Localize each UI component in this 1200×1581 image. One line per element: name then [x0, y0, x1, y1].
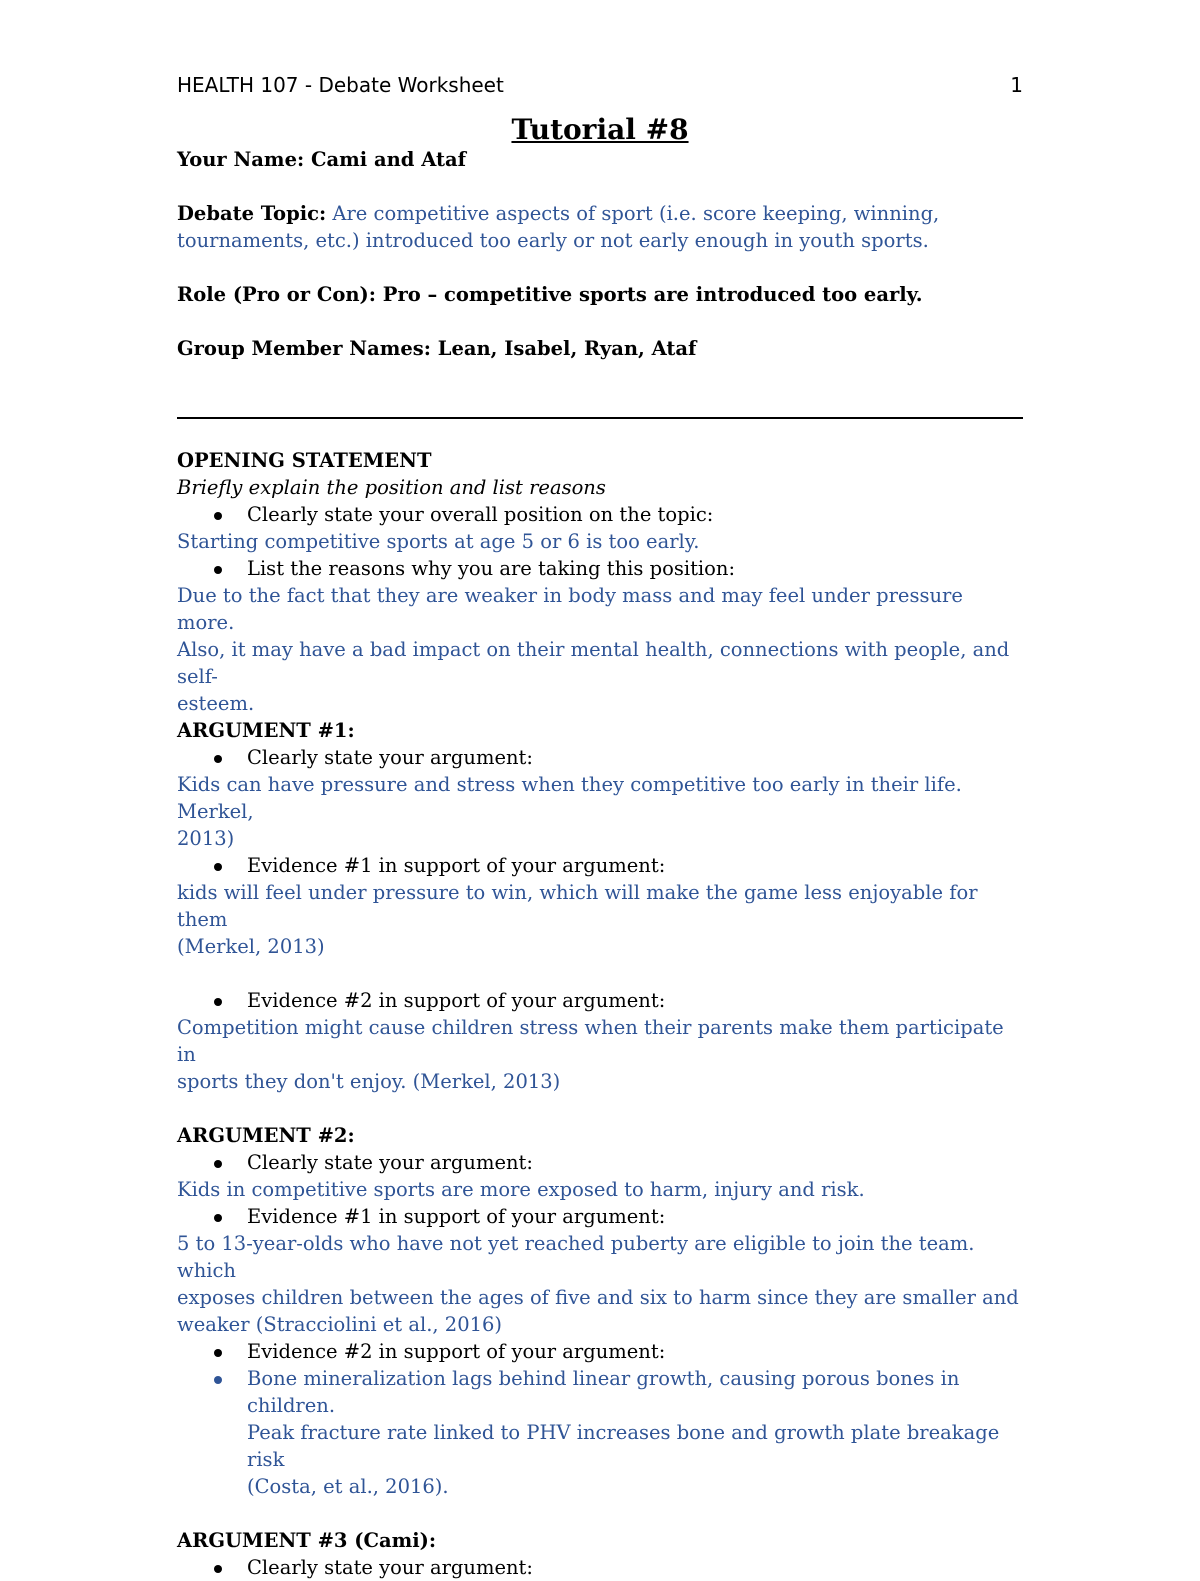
argument-1-evidence-1-b: (Merkel, 2013) — [177, 935, 325, 958]
bullet-icon — [214, 1565, 222, 1573]
bullet-icon — [214, 1214, 222, 1222]
list-item — [177, 555, 1023, 582]
argument-1-prompt: Clearly state your argument: — [247, 746, 533, 769]
argument-1-evidence-2-a: Competition might cause children stress when their parents make them participate in — [177, 1016, 1004, 1066]
list-item — [177, 744, 1023, 771]
opening-heading: OPENING STATEMENT — [177, 449, 432, 472]
page-header — [177, 70, 1023, 102]
role-line — [177, 281, 1023, 308]
list-item — [177, 852, 1023, 879]
argument-2-text-a: Kids in competitive sports are more exposed to harm, injury and risk. — [177, 1178, 865, 1201]
argument-2-prompt: Clearly state your argument: — [247, 1151, 533, 1174]
opening-answer-1: Starting competitive sports at age 5 or 6 is too early. — [177, 530, 700, 553]
debate-topic-label: Debate Topic: — [177, 202, 327, 225]
argument-2-evidence-1-prompt: Evidence #1 in support of your argument: — [247, 1205, 666, 1228]
page-number: 1 — [1010, 73, 1023, 97]
opening-prompt-list-1 — [177, 501, 1023, 528]
argument-2-evidence-2-b: Peak fracture rate linked to PHV increases bone and growth plate breakage risk — [247, 1421, 1000, 1471]
bullet-icon — [214, 998, 222, 1006]
opening-subtitle: Briefly explain the position and list reasons — [177, 476, 606, 499]
list-item — [177, 1554, 1023, 1581]
list-item-continuation — [177, 1473, 1023, 1500]
list-item-continuation — [177, 1419, 1023, 1473]
list-item — [177, 1149, 1023, 1176]
list-item — [177, 501, 1023, 528]
argument-1-evidence-1-a: kids will feel under pressure to win, which will make the game less enjoyable for them — [177, 881, 978, 931]
opening-prompt-1: Clearly state your overall position on the topic: — [247, 503, 714, 526]
argument-3-prompt: Clearly state your argument: — [247, 1556, 533, 1579]
argument-2-evidence-1-b: exposes children between the ages of five and six to harm since they are smaller and — [177, 1286, 1019, 1309]
role-value: Pro – competitive sports are introduced too early. — [382, 283, 923, 306]
list-item — [177, 1203, 1023, 1230]
argument-2-evidence-2-list — [177, 1338, 1023, 1500]
argument-2-evidence-1-list — [177, 1203, 1023, 1230]
argument-3-prompt-list — [177, 1554, 1023, 1581]
opening-answer-2a: Due to the fact that they are weaker in body mass and may feel under pressure more. — [177, 584, 963, 634]
argument-1-text-a: Kids can have pressure and stress when they competitive too early in their life. Merkel, — [177, 773, 962, 823]
bullet-icon — [214, 1349, 222, 1357]
header-title: HEALTH 107 - Debate Worksheet — [177, 73, 504, 97]
group-members-line — [177, 335, 1023, 362]
bullet-icon — [214, 1376, 222, 1384]
bullet-icon — [214, 1160, 222, 1168]
argument-1-evidence-2-b: sports they don't enjoy. (Merkel, 2013) — [177, 1070, 561, 1093]
bullet-icon — [214, 566, 222, 574]
opening-prompt-2: List the reasons why you are taking this position: — [247, 557, 736, 580]
argument-1-evidence-2-prompt: Evidence #2 in support of your argument: — [247, 989, 666, 1012]
argument-2-heading: ARGUMENT #2: — [177, 1124, 355, 1147]
your-name-line — [177, 146, 1023, 173]
debate-topic-text-1: Are competitive aspects of sport (i.e. score keeping, winning, — [332, 202, 940, 225]
bullet-icon — [214, 755, 222, 763]
debate-topic-text-2: tournaments, etc.) introduced too early or not early enough in youth sports. — [177, 229, 929, 252]
bullet-icon — [214, 512, 222, 520]
argument-2-evidence-1-a: 5 to 13-year-olds who have not yet reached puberty are eligible to join the team. which — [177, 1232, 975, 1282]
opening-answer-2c: esteem. — [177, 692, 255, 715]
bullet-icon — [214, 863, 222, 871]
group-members-value: Lean, Isabel, Ryan, Ataf — [437, 337, 697, 360]
opening-prompt-list-2 — [177, 555, 1023, 582]
opening-answer-2b: Also, it may have a bad impact on their mental health, connections with people, and self- — [177, 638, 1010, 688]
argument-1-heading: ARGUMENT #1: — [177, 719, 355, 742]
document-title: Tutorial #8 — [511, 113, 689, 146]
argument-2-evidence-2-a: Bone mineralization lags behind linear growth, causing porous bones in children. — [247, 1367, 960, 1417]
group-members-label: Group Member Names: — [177, 337, 431, 360]
your-name-value: Cami and Ataf — [310, 148, 467, 171]
argument-1-evidence-1-list — [177, 852, 1023, 879]
argument-1-text-b: 2013) — [177, 827, 235, 850]
document-page — [177, 70, 1023, 1581]
list-item — [177, 1365, 1023, 1419]
list-item — [177, 1338, 1023, 1365]
argument-1-prompt-list — [177, 744, 1023, 771]
argument-3-heading: ARGUMENT #3 (Cami): — [177, 1529, 437, 1552]
your-name-label: Your Name: — [177, 148, 305, 171]
argument-1-evidence-1-prompt: Evidence #1 in support of your argument: — [247, 854, 666, 877]
debate-topic-line — [177, 200, 1023, 227]
list-item — [177, 987, 1023, 1014]
argument-2-prompt-list — [177, 1149, 1023, 1176]
argument-2-evidence-2-c: (Costa, et al., 2016). — [247, 1475, 449, 1498]
argument-2-evidence-1-c: weaker (Stracciolini et al., 2016) — [177, 1313, 503, 1336]
role-label: Role (Pro or Con): — [177, 283, 376, 306]
argument-1-evidence-2-list — [177, 987, 1023, 1014]
argument-2-evidence-2-prompt: Evidence #2 in support of your argument: — [247, 1340, 666, 1363]
